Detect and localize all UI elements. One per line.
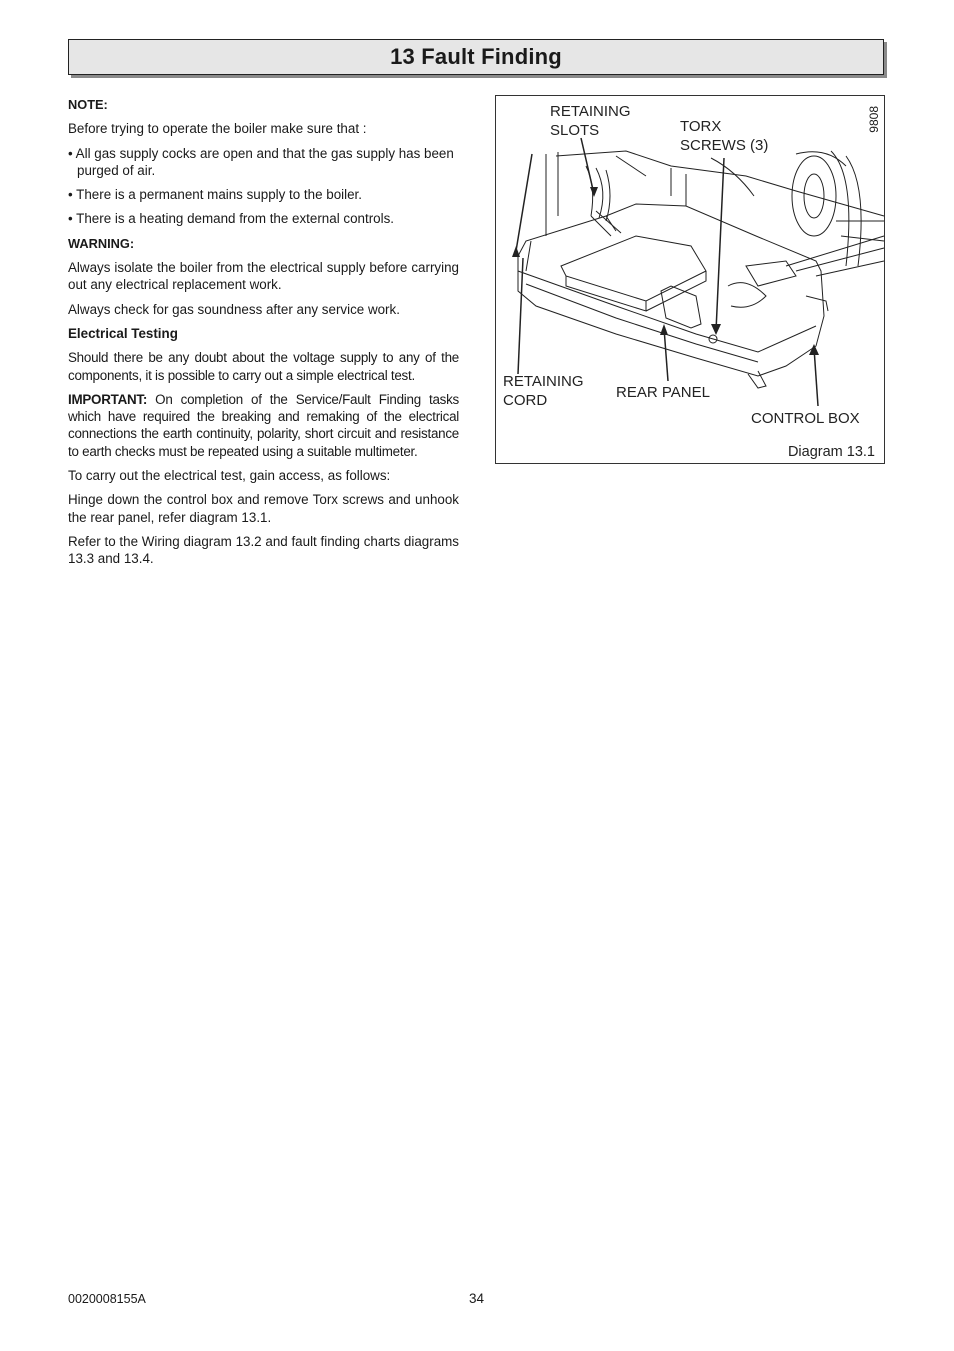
boiler-side-lines (546, 152, 558, 236)
label-retaining-cord: RETAINING CORD (503, 373, 584, 409)
slots-arrowhead (590, 187, 598, 197)
electrical-text: Should there be any doubt about the voltage supply to any of the components, it is possible to carry out a simple electrical test. (68, 350, 459, 383)
diagram-13-1 (495, 95, 885, 464)
important-label: IMPORTANT: (68, 391, 148, 407)
rear-panel-arrowhead (660, 324, 668, 335)
warning-gas: Always check for gas soundness after any service work. (68, 301, 400, 317)
section-title: 13 Fault Finding (390, 44, 562, 69)
label-torx-screws: TORX SCREWS (3) (680, 118, 769, 154)
torx-arrowhead (711, 324, 721, 335)
warning-heading: WARNING: (68, 235, 135, 251)
text-column (68, 96, 459, 575)
retaining-cord-leader (518, 258, 523, 374)
document-code: 0020008155A (68, 1292, 146, 1306)
important-text: On completion of the Service/Fault Finding tasks which have required the breaking and remaking of the electrical connections the earth continuity, polarity, short circuit and resistance to earth checks must be repeated using a suitable multimeter. (68, 391, 459, 459)
label-retaining-slots: RETAINING SLOTS (550, 103, 631, 139)
warning-isolate: Always isolate the boiler from the electrical supply before carrying out any electrical replacement work. (68, 260, 459, 293)
control-box-leader (814, 348, 818, 406)
refer-text: Refer to the Wiring diagram 13.2 and fault finding charts diagrams 13.3 and 13.4. (68, 533, 459, 567)
label-rear-panel: REAR PANEL (616, 384, 710, 401)
bullet-gas: • All gas supply cocks are open and that the gas supply has been purged of air. (68, 145, 454, 178)
note-heading: NOTE: (68, 97, 108, 112)
hinge-text: Hinge down the control box and remove Torx screws and unhook the rear panel, refer diagram 13.1. (68, 492, 459, 525)
access-text: To carry out the electrical test, gain access, as follows: (68, 468, 391, 484)
note-intro: Before trying to operate the boiler make sure that : (68, 121, 367, 137)
page-number: 34 (469, 1291, 485, 1306)
bullet-mains: • There is a permanent mains supply to the boiler. (68, 187, 362, 203)
rear-panel-leader (664, 328, 668, 381)
section-header (68, 39, 884, 75)
control-box-outline (518, 204, 824, 376)
diagram-caption: Diagram 13.1 (787, 444, 875, 460)
retaining-cord-line-upper (516, 154, 532, 251)
bullet-heating: • There is a heating demand from the external controls. (68, 211, 394, 227)
figure-id: 9808 (867, 106, 881, 133)
torx-leader (716, 158, 724, 331)
cord-arrowhead (512, 246, 520, 257)
label-control-box: CONTROL BOX (751, 410, 860, 427)
electrical-heading: Electrical Testing (68, 325, 178, 341)
important-paragraph (68, 391, 459, 460)
panel-recess (661, 286, 701, 328)
right-wiring (786, 236, 884, 276)
retaining-slots-leader (581, 138, 594, 194)
